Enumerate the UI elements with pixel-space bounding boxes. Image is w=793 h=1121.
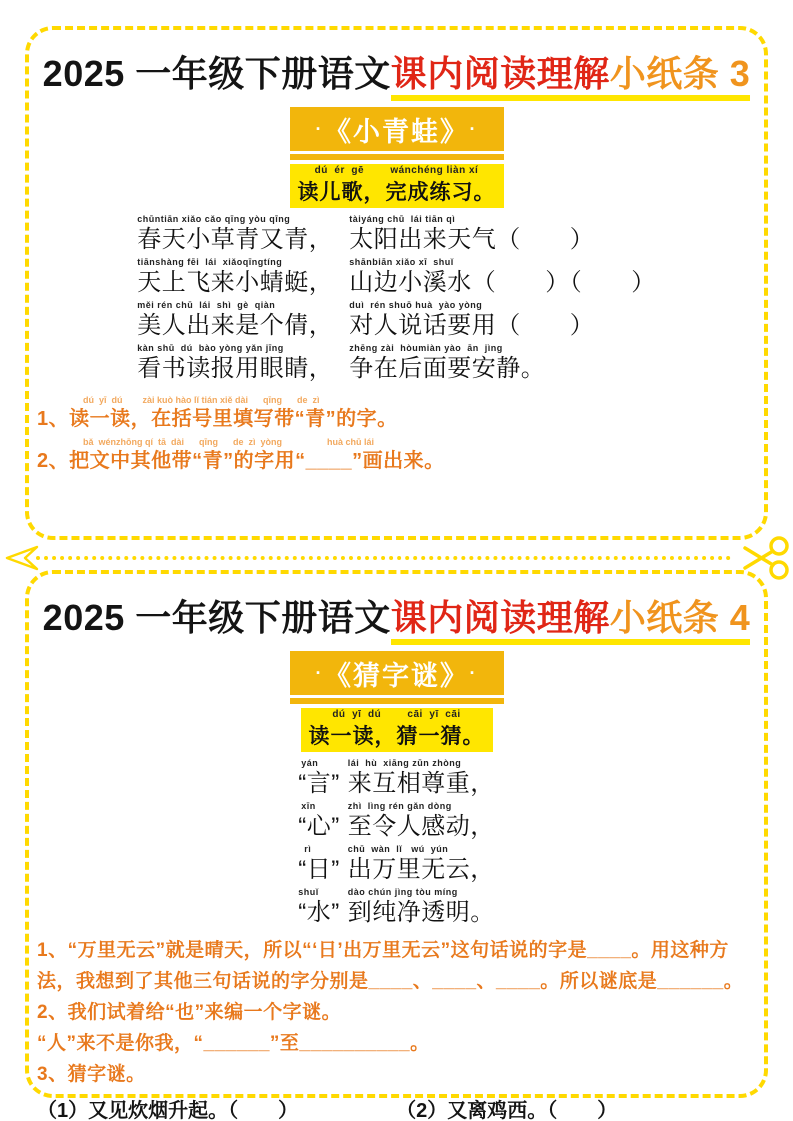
question-text: 1、读一读，在括号里填写带“青”的字。 xyxy=(37,408,398,430)
poem-text: “言” xyxy=(298,770,340,797)
poem-pinyin: chūntiān xiǎo cǎo qīng yòu qīng xyxy=(137,214,291,224)
poem-pinyin: měi rén chū lái shì gè qiàn xyxy=(137,300,276,310)
card1-instruction xyxy=(290,164,504,208)
card2-lesson-name: 《猜字谜》 xyxy=(337,661,456,691)
card2-instruction xyxy=(301,708,493,752)
worksheet-card-1 xyxy=(25,26,768,540)
poem-phrase xyxy=(349,214,594,254)
poem-text: 对人说话要用（ ） xyxy=(349,312,595,339)
poem-text: 春天小草青又青， xyxy=(137,226,334,253)
card1-lesson-banner xyxy=(290,107,504,160)
poem-pinyin: yán xyxy=(298,758,322,768)
question-2-fill-blank: “人”来不是你我，“______”至__________。 xyxy=(37,1033,430,1054)
poem-pinyin: rì xyxy=(298,844,318,854)
poem-phrase xyxy=(349,257,656,297)
poem-phrase xyxy=(298,758,339,798)
poem-text: “水” xyxy=(298,899,340,926)
poem-phrase xyxy=(348,887,495,927)
riddle-item-2: （2）又离鸡西。（ ） xyxy=(396,1100,618,1121)
banner-dot-left: · xyxy=(315,663,324,683)
poem-phrase xyxy=(137,257,333,297)
poem-text: 太阳出来天气（ ） xyxy=(349,226,595,253)
poem-phrase xyxy=(298,801,339,841)
poem-pinyin: shuǐ xyxy=(298,887,319,897)
poem-line-1 xyxy=(137,214,656,254)
poem-phrase xyxy=(349,343,545,383)
poem-text: “心” xyxy=(298,813,340,840)
poem-phrase xyxy=(348,801,495,841)
poem-line-2 xyxy=(137,257,656,297)
poem-pinyin: duì rén shuō huà yào yòng xyxy=(349,300,483,310)
poem-phrase xyxy=(137,214,333,254)
poem-phrase xyxy=(137,343,333,383)
poem-pinyin: kàn shū dú bào yòng yǎn jīng xyxy=(137,343,284,353)
poem-line-4 xyxy=(137,343,656,383)
poem-text: “日” xyxy=(298,856,340,883)
card2-instruction-pinyin: dú yī dú cāi yī cāi xyxy=(332,709,461,720)
poem-phrase xyxy=(298,887,339,927)
card2-title-number: 小纸条 4 xyxy=(609,597,751,638)
banner-dot-left: · xyxy=(315,119,324,139)
poem-pinyin: tiānshàng fēi lái xiǎoqīngtíng xyxy=(137,257,283,267)
card2-instruction-text: 读一读，猜一猜。 xyxy=(308,725,485,748)
card1-title xyxy=(29,46,764,97)
worksheet-card-2 xyxy=(25,570,768,1121)
card1-title-number: 小纸条 3 xyxy=(609,53,751,94)
question-1 xyxy=(37,395,750,432)
question-pinyin: bǎ wénzhōng qí tā dài qīng de zì yòng huà chū lái xyxy=(83,437,375,447)
poem-text: 到纯净透明。 xyxy=(347,899,495,926)
question-text: 2、把文中其他带“青”的字用“____”画出来。 xyxy=(37,450,445,472)
question-2: 2、我们试着给“也”来编一个字谜。 xyxy=(37,1002,342,1023)
card2-title xyxy=(29,590,764,641)
poem-pinyin: dào chún jìng tòu míng xyxy=(347,887,458,897)
poem-pinyin: zhēng zài hòumiàn yào ān jìng xyxy=(349,343,503,353)
poem-text: 看书读报用眼睛， xyxy=(137,355,334,382)
card1-questions xyxy=(37,395,750,474)
banner-dot-right: · xyxy=(469,663,478,683)
poem-line-4 xyxy=(298,887,494,927)
card2-title-grade: 2025 一年级下册语文 xyxy=(42,597,391,638)
poem-pinyin: chū wàn lǐ wú yún xyxy=(347,844,449,854)
card1-poem xyxy=(137,214,656,383)
question-1: 1、“万里无云”就是晴天，所以“‘日’出万里无云”这句话说的字是____。用这种方法，我想到了其他三句话说的字分别是____、____、____。所以谜底是______。 xyxy=(37,940,744,992)
poem-text: 美人出来是个倩， xyxy=(137,312,334,339)
poem-line-3 xyxy=(298,844,494,884)
poem-pinyin: lái hù xiāng zūn zhòng xyxy=(347,758,462,768)
poem-text: 争在后面要安静。 xyxy=(349,355,546,382)
poem-pinyin: xīn xyxy=(298,801,319,811)
banner-dot-right: · xyxy=(469,119,478,139)
poem-text: 来互相尊重， xyxy=(347,770,495,797)
card1-lesson-name: 《小青蛙》 xyxy=(337,117,456,147)
poem-phrase xyxy=(348,758,495,798)
poem-phrase xyxy=(137,300,333,340)
riddle-row xyxy=(37,1094,752,1121)
poem-phrase xyxy=(348,844,495,884)
card1-title-topic: 课内阅读理解 xyxy=(390,53,610,94)
question-3: 3、猜字谜。 xyxy=(37,1064,146,1085)
card1-title-grade: 2025 一年级下册语文 xyxy=(42,53,391,94)
card2-lesson-banner xyxy=(290,651,504,704)
card1-instruction-text: 读儿歌，完成练习。 xyxy=(297,181,496,204)
poem-pinyin: shānbiān xiǎo xī shuǐ xyxy=(349,257,454,267)
poem-pinyin: zhì lìng rén gǎn dòng xyxy=(347,801,452,811)
poem-phrase xyxy=(298,844,339,884)
poem-line-3 xyxy=(137,300,656,340)
card2-title-topic: 课内阅读理解 xyxy=(390,597,610,638)
card2-poem xyxy=(298,758,494,927)
poem-pinyin: tàiyáng chū lái tiān qì xyxy=(349,214,456,224)
cut-dotted-line xyxy=(36,556,731,560)
poem-phrase xyxy=(349,300,594,340)
card1-instruction-pinyin: dú ér gē wánchéng liàn xí xyxy=(314,165,479,176)
question-2 xyxy=(37,437,750,474)
riddle-item-1: （1）又见炊烟升起。（ ） xyxy=(37,1100,299,1121)
poem-text: 天上飞来小蜻蜓， xyxy=(137,269,334,296)
poem-text: 出万里无云， xyxy=(347,856,495,883)
poem-text: 至令人感动， xyxy=(347,813,495,840)
poem-text: 山边小溪水（ ）（ ） xyxy=(349,269,656,296)
poem-line-2 xyxy=(298,801,494,841)
cut-arrow-icon xyxy=(4,544,40,577)
question-pinyin: dú yī dú zài kuò hào lǐ tián xiě dài qīng de zì xyxy=(83,395,320,405)
card2-questions xyxy=(37,935,752,1121)
poem-line-1 xyxy=(298,758,494,798)
